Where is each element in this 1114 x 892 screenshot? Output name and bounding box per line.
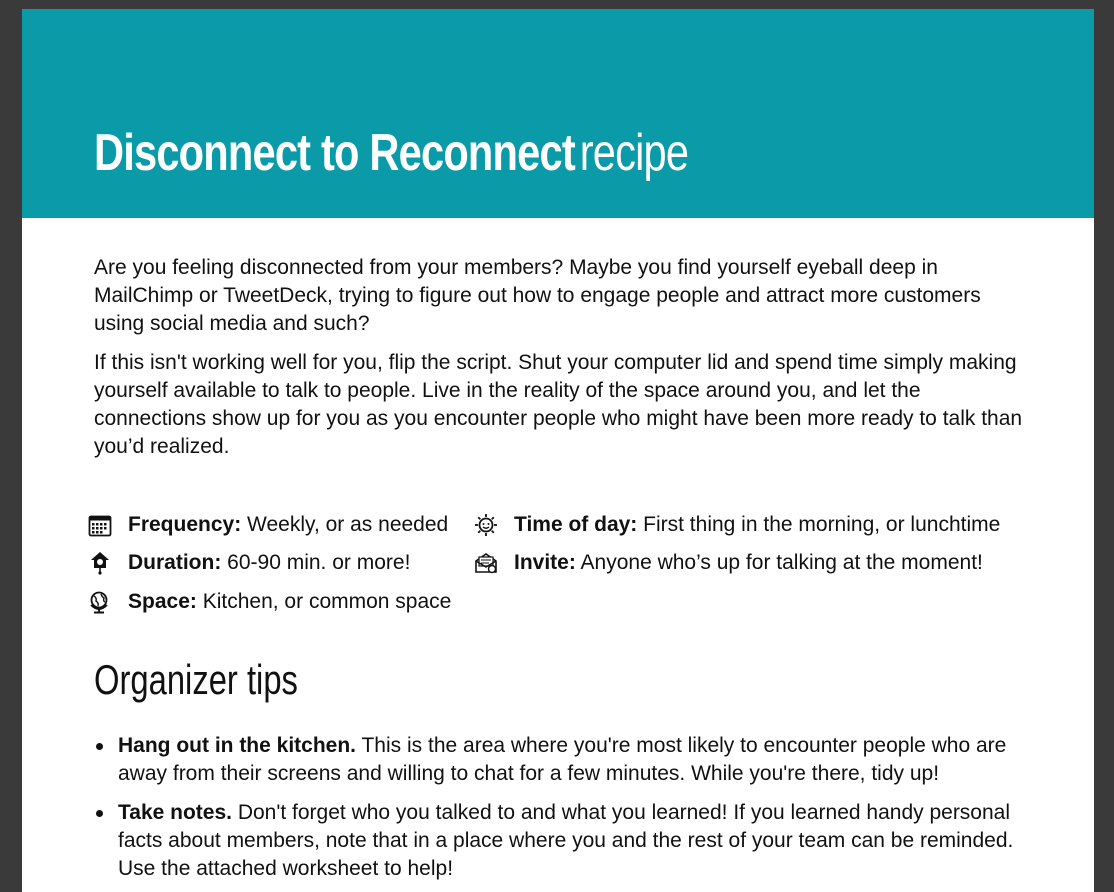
time-of-day-text <box>514 511 1000 539</box>
sun-icon <box>474 513 498 537</box>
list-item <box>94 732 1034 788</box>
tip-text: Don't forget who you talked to and what you learned! If you learned handy personal facts about members, note that in a place where you and the rest of your team can be reminded. Use the attached worksheet to help! <box>118 801 1014 880</box>
header-banner <box>22 9 1094 218</box>
space-value: Kitchen, or common space <box>202 590 452 613</box>
duration-label: Duration: <box>128 551 222 574</box>
space-text <box>128 588 451 616</box>
invite-text <box>514 549 983 577</box>
intro-paragraph-1: Are you feeling disconnected from your members? Maybe you find yourself eyeball deep in MailChimp or TweetDeck, trying to figure out how to engage people and attract more customers using social media and such? <box>94 256 981 335</box>
page-title-bold: Disconnect to Reconnect <box>94 124 575 182</box>
bullet-icon <box>96 810 103 817</box>
invite-label: Invite: <box>514 551 576 574</box>
time-of-day-label: Time of day: <box>514 513 638 536</box>
document-page <box>22 9 1094 892</box>
recipe-details <box>88 499 1048 619</box>
cuckoo-clock-icon <box>88 551 112 575</box>
globe-icon <box>88 590 112 614</box>
frequency-label: Frequency: <box>128 513 242 536</box>
page-title-light: recipe <box>579 124 689 182</box>
frequency-text <box>128 511 448 539</box>
bullet-icon <box>96 743 103 750</box>
duration-text <box>128 549 410 577</box>
invite-value: Anyone who’s up for talking at the moment! <box>580 551 983 574</box>
duration-value: 60-90 min. or more! <box>227 551 411 574</box>
intro-section <box>94 254 1034 472</box>
tip-bold: Take notes. <box>118 801 232 824</box>
space-label: Space: <box>128 590 197 613</box>
frequency-value: Weekly, or as needed <box>247 513 449 536</box>
envelope-icon <box>474 551 498 575</box>
calendar-icon <box>88 513 112 537</box>
time-of-day-value: First thing in the morning, or lunchtime <box>643 513 1001 536</box>
list-item <box>94 799 1034 883</box>
tip-bold: Hang out in the kitchen. <box>118 734 357 757</box>
tip-text: This is the area where you're most likely to encounter people who are away from their screens and willing to chat for a few minutes. While you're there, tidy up! <box>118 734 1007 785</box>
page-title <box>94 124 689 182</box>
organizer-tips-list <box>94 732 1034 892</box>
intro-paragraph-2: If this isn't working well for you, flip the script. Shut your computer lid and spend time simply making yourself available to talk to people. Live in the reality of the space around you, and let the connections show up for you as you encounter people who might have been more ready to talk than you’d realized. <box>94 351 1023 458</box>
organizer-tips-heading: Organizer tips <box>94 656 298 703</box>
